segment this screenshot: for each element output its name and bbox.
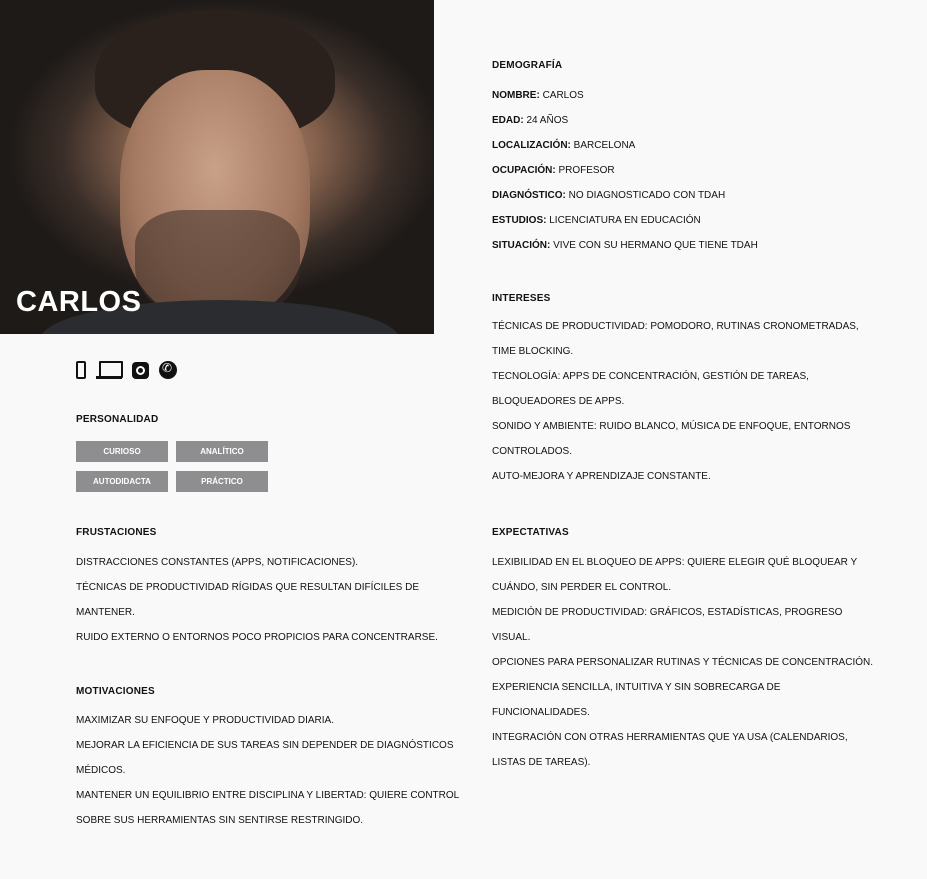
frustrations-heading: FRUSTACIONES <box>76 527 157 538</box>
expectation-line: CUÁNDO, SIN PERDER EL CONTROL. <box>492 582 672 593</box>
motivation-line: MAXIMIZAR SU ENFOQUE Y PRODUCTIVIDAD DIARIA. <box>76 715 334 726</box>
whatsapp-icon <box>159 361 177 379</box>
demographic-row <box>492 115 568 126</box>
demographic-value: NO DIAGNOSTICADO CON TDAH <box>568 190 726 201</box>
device-icons <box>76 361 177 379</box>
personality-tag: CURIOSO <box>76 441 168 462</box>
demographic-row <box>492 215 701 226</box>
demographic-label: OCUPACIÓN: <box>492 165 556 176</box>
demographic-label: EDAD: <box>492 115 524 126</box>
demographic-label: SITUACIÓN: <box>492 240 551 251</box>
demographic-value: LICENCIATURA EN EDUCACIÓN <box>549 215 701 226</box>
instagram-icon <box>132 362 149 379</box>
expectation-line: EXPERIENCIA SENCILLA, INTUITIVA Y SIN SOBRECARGA DE <box>492 682 781 693</box>
demographic-value: 24 AÑOS <box>526 115 569 126</box>
demographic-label: ESTUDIOS: <box>492 215 547 226</box>
frustration-line: MANTENER. <box>76 607 135 618</box>
interest-line: CONTROLADOS. <box>492 446 573 457</box>
interest-line: BLOQUEADORES DE APPS. <box>492 396 625 407</box>
frustration-line: RUIDO EXTERNO O ENTORNOS POCO PROPICIOS PARA CONCENTRARSE. <box>76 632 438 643</box>
interest-line: SONIDO Y AMBIENTE: RUIDO BLANCO, MÚSICA DE ENFOQUE, ENTORNOS <box>492 421 851 432</box>
interest-line: AUTO-MEJORA Y APRENDIZAJE CONSTANTE. <box>492 471 711 482</box>
expectation-line: VISUAL. <box>492 632 531 643</box>
personality-tag: PRÁCTICO <box>176 471 268 492</box>
expectation-line: LISTAS DE TAREAS). <box>492 757 591 768</box>
expectation-line: FUNCIONALIDADES. <box>492 707 590 718</box>
interest-line: TECNOLOGÍA: APPS DE CONCENTRACIÓN, GESTIÓN DE TAREAS, <box>492 371 809 382</box>
motivation-line: MÉDICOS. <box>76 765 126 776</box>
demographic-row <box>492 140 635 151</box>
expectation-line: MEDICIÓN DE PRODUCTIVIDAD: GRÁFICOS, ESTADÍSTICAS, PROGRESO <box>492 607 843 618</box>
expectation-line: OPCIONES PARA PERSONALIZAR RUTINAS Y TÉCNICAS DE CONCENTRACIÓN. <box>492 657 874 668</box>
demographic-row <box>492 190 725 201</box>
expectations-heading: EXPECTATIVAS <box>492 527 569 538</box>
persona-photo <box>0 0 434 334</box>
demographic-label: LOCALIZACIÓN: <box>492 140 571 151</box>
personality-heading: PERSONALIDAD <box>76 414 159 425</box>
interest-line: TÉCNICAS DE PRODUCTIVIDAD: POMODORO, RUTINAS CRONOMETRADAS, <box>492 321 859 332</box>
demographic-label: DIAGNÓSTICO: <box>492 190 566 201</box>
motivations-heading: MOTIVACIONES <box>76 686 155 697</box>
frustration-line: DISTRACCIONES CONSTANTES (APPS, NOTIFICACIONES). <box>76 557 359 568</box>
interest-line: TIME BLOCKING. <box>492 346 574 357</box>
expectation-line: INTEGRACIÓN CON OTRAS HERRAMIENTAS QUE YA USA (CALENDARIOS, <box>492 732 848 743</box>
demographic-row <box>492 240 758 251</box>
demographic-value: CARLOS <box>542 90 584 101</box>
laptop-icon <box>96 361 122 379</box>
demographics-heading: DEMOGRAFÍA <box>492 60 563 71</box>
interests-heading: INTERESES <box>492 293 551 304</box>
persona-name: CARLOS <box>16 286 142 318</box>
personality-tag: AUTODIDACTA <box>76 471 168 492</box>
demographic-value: BARCELONA <box>573 140 636 151</box>
expectation-line: LEXIBILIDAD EN EL BLOQUEO DE APPS: QUIERE ELEGIR QUÉ BLOQUEAR Y <box>492 557 858 568</box>
motivation-line: MEJORAR LA EFICIENCIA DE SUS TAREAS SIN DEPENDER DE DIAGNÓSTICOS <box>76 740 454 751</box>
demographic-label: NOMBRE: <box>492 90 540 101</box>
demographic-row <box>492 165 615 176</box>
demographic-value: VIVE CON SU HERMANO QUE TIENE TDAH <box>553 240 758 251</box>
frustration-line: TÉCNICAS DE PRODUCTIVIDAD RÍGIDAS QUE RESULTAN DIFÍCILES DE <box>76 582 420 593</box>
motivation-line: MANTENER UN EQUILIBRIO ENTRE DISCIPLINA Y LIBERTAD: QUIERE CONTROL <box>76 790 460 801</box>
demographic-value: PROFESOR <box>558 165 615 176</box>
demographic-row <box>492 90 584 101</box>
personality-tag: ANALÍTICO <box>176 441 268 462</box>
motivation-line: SOBRE SUS HERRAMIENTAS SIN SENTIRSE RESTRINGIDO. <box>76 815 364 826</box>
phone-icon <box>76 361 86 379</box>
